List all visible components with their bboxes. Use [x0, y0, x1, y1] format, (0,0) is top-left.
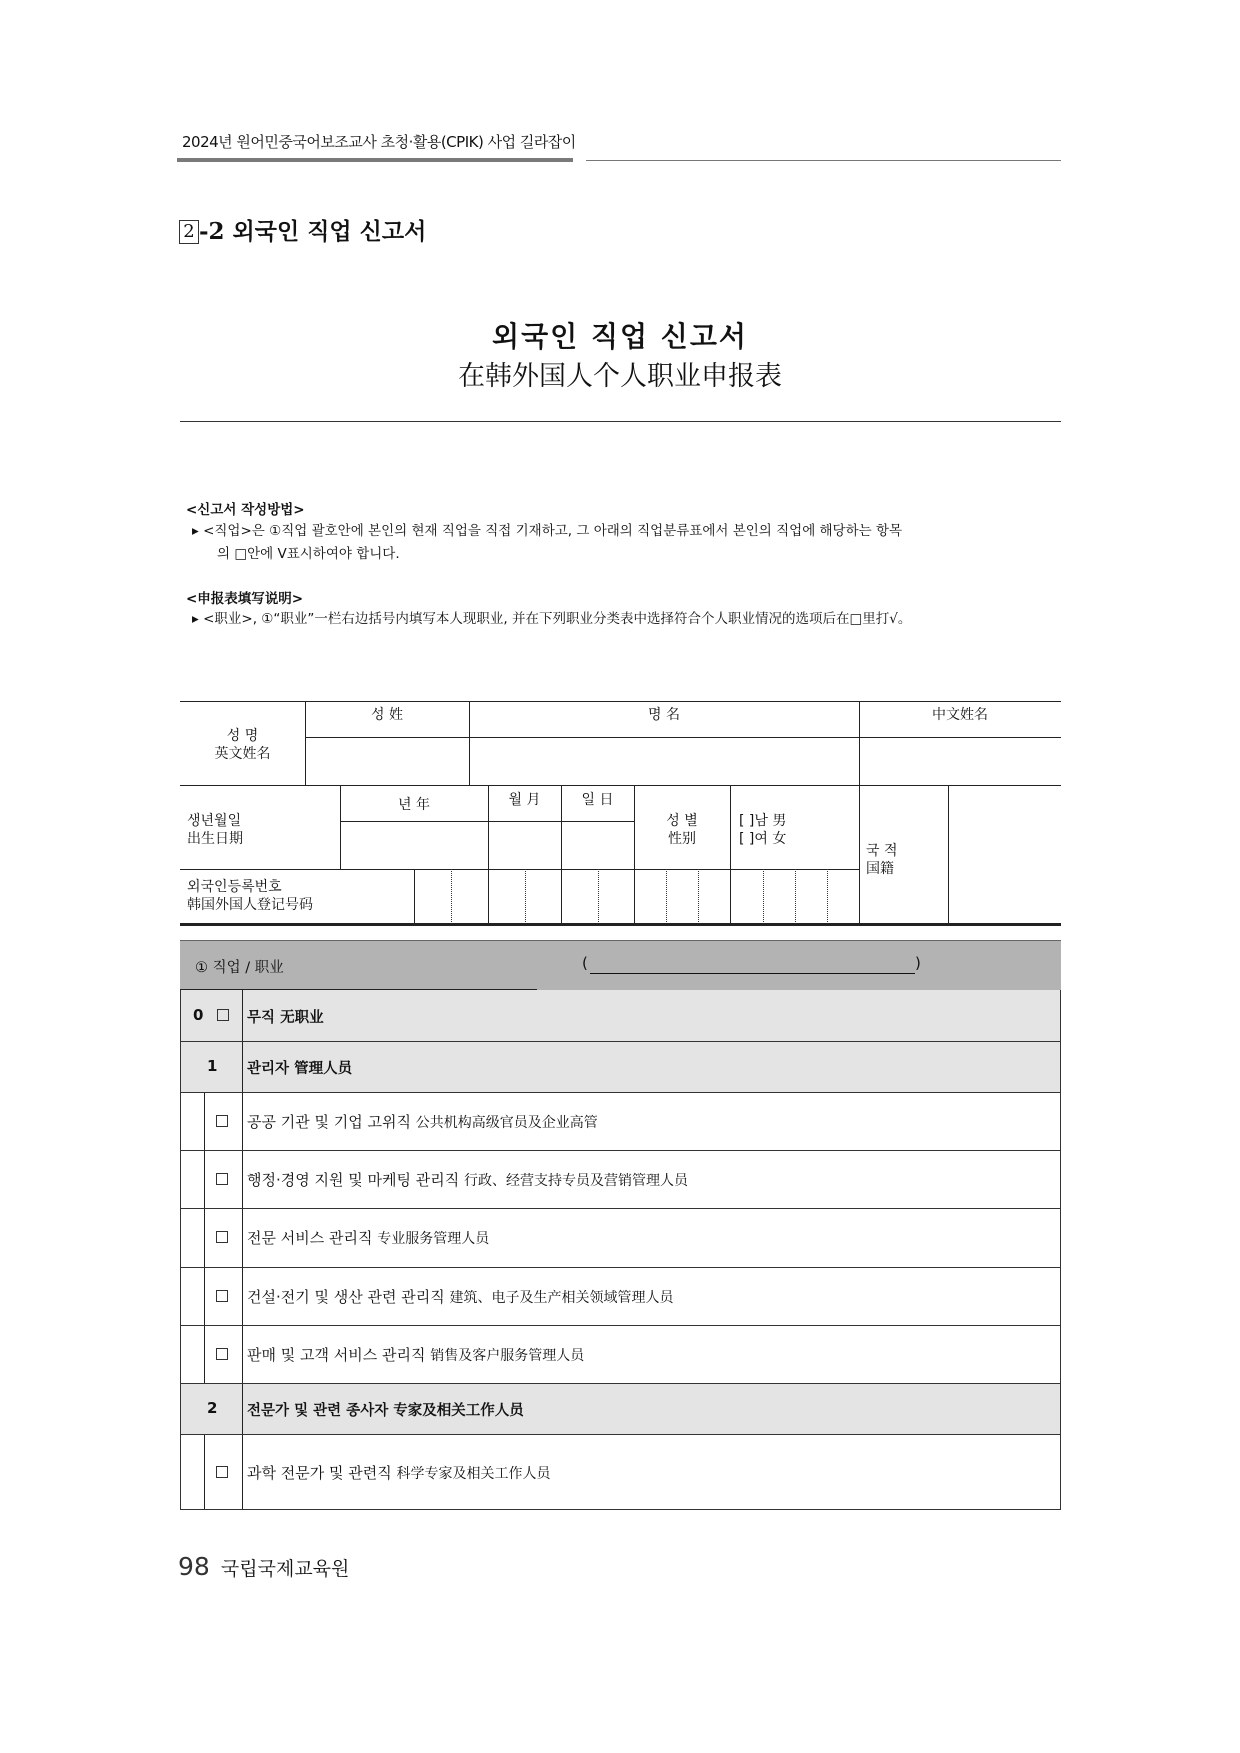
row-label-zh: 专家及相关工作人员 — [393, 1403, 524, 1419]
table-rule — [204, 1435, 205, 1509]
row-code: 2 — [207, 1399, 218, 1417]
occupation-item — [180, 1435, 1061, 1510]
table-rule — [242, 1268, 243, 1325]
row-label-ko: 관리자 — [247, 1061, 290, 1077]
checkbox[interactable] — [216, 1463, 228, 1481]
table-rule — [242, 1384, 243, 1434]
sex-options — [739, 812, 786, 848]
table-rule — [180, 785, 1061, 786]
year-label: 년 年 — [398, 797, 430, 813]
table-rule — [204, 1093, 205, 1150]
row-code: 1 — [207, 1057, 218, 1075]
checkbox[interactable] — [216, 1228, 228, 1246]
form-title-chinese: 在韩外国人个人职业申报表 — [458, 361, 782, 392]
page-footer — [178, 1552, 349, 1581]
instructions-zh-line1 — [192, 607, 911, 627]
row-label-ko: 행정·경영 지원 및 마케팅 관리직 — [247, 1171, 460, 1189]
table-rule — [859, 701, 860, 924]
form-title-korean: 외국인 직업 신고서 — [492, 320, 748, 353]
occupation-group-2 — [180, 1384, 1061, 1435]
row-label-zh: 科学专家及相关工作人员 — [396, 1466, 551, 1482]
table-rule — [242, 1209, 243, 1267]
bullet-icon: ▸ — [192, 611, 204, 627]
section-title — [179, 213, 426, 246]
surname-field[interactable] — [306, 738, 468, 784]
row-label-zh: 销售及客户服务管理人员 — [430, 1348, 585, 1364]
row-label — [247, 1462, 551, 1483]
row-label — [247, 1399, 524, 1420]
table-rule — [242, 1151, 243, 1208]
nationality-label-ko: 국 적 — [866, 843, 898, 859]
birth-label-zh: 出生日期 — [187, 831, 243, 847]
given-name-field[interactable] — [470, 738, 858, 784]
sex-label-zh: 性别 — [668, 831, 696, 847]
section-title-text: -2 외국인 직업 신고서 — [199, 218, 427, 245]
table-rule — [242, 1435, 243, 1509]
row-label-ko: 무직 — [247, 1010, 276, 1026]
nationality-label-zh: 国籍 — [866, 861, 894, 877]
registration-label-ko: 외국인등록번호 — [187, 879, 282, 895]
table-rule — [242, 990, 243, 1041]
checkbox[interactable] — [216, 1345, 228, 1363]
instructions-ko-line1 — [192, 519, 902, 539]
occupation-item — [180, 1326, 1061, 1384]
occupation-item — [180, 1151, 1061, 1209]
month-label: 월 月 — [508, 792, 541, 808]
row-label-ko: 전문 서비스 관리직 — [247, 1229, 373, 1247]
row-label-ko: 과학 전문가 및 관련직 — [247, 1464, 392, 1482]
row-label-ko: 공공 기관 및 기업 고위직 — [247, 1113, 411, 1131]
row-label-zh: 专业服务管理人员 — [377, 1231, 490, 1247]
occupation-input[interactable] — [590, 973, 915, 974]
table-rule — [242, 1093, 243, 1150]
table-rule — [180, 923, 1061, 926]
row-label — [247, 1169, 688, 1190]
table-rule — [180, 940, 1061, 941]
registration-label — [187, 878, 313, 914]
bullet-icon: ▸ — [192, 523, 204, 539]
chinese-name-label: 中文姓名 — [932, 707, 988, 723]
occupation-row-0 — [180, 990, 1061, 1042]
row-label-zh: 管理人员 — [294, 1061, 353, 1077]
checkbox[interactable] — [216, 1112, 228, 1130]
instructions-zh-heading: <申报表填写说明> — [186, 591, 304, 607]
table-rule — [204, 1268, 205, 1325]
row-label — [247, 1111, 598, 1132]
table-rule — [242, 1326, 243, 1383]
name-label — [180, 727, 305, 763]
table-rule — [204, 1209, 205, 1267]
bracket-open: ( — [582, 954, 588, 972]
chinese-name-field[interactable] — [860, 738, 1060, 784]
row-label — [247, 1057, 352, 1078]
occupation-header-label: ① 직업 / 职业 — [195, 960, 284, 976]
row-label-ko: 전문가 및 관련 종사자 — [247, 1403, 389, 1419]
nationality-field[interactable] — [949, 786, 1060, 923]
table-rule — [242, 1042, 243, 1092]
checkbox[interactable] — [216, 1287, 228, 1305]
sex-option-male[interactable]: [ ]남 男 — [739, 813, 787, 829]
instructions-zh-text: <职业>, ①“职业”一栏右边括号内填写本人现职业, 并在下列职业分类表中选择符合个人职业情况的选项后在□里打√。 — [203, 611, 912, 627]
header-rule-thin — [586, 160, 1061, 161]
birth-label — [187, 812, 243, 848]
sex-option-female[interactable]: [ ]여 女 — [739, 831, 787, 847]
running-header: 2024년 원어민중국어보조교사 초청·활용(CPIK) 사업 길라잡이 — [182, 133, 576, 151]
birth-month-field[interactable] — [489, 822, 560, 868]
page-number: 98 — [178, 1552, 210, 1581]
title-divider — [180, 421, 1061, 422]
occupation-item — [180, 1209, 1061, 1268]
checkbox[interactable] — [217, 1006, 229, 1024]
row-label-zh: 行政、经营支持专员及营销管理人员 — [464, 1173, 688, 1189]
given-name-label: 명 名 — [648, 707, 680, 723]
bracket-close: ) — [915, 954, 921, 972]
table-rule — [730, 785, 731, 869]
registration-number-field[interactable] — [415, 870, 859, 923]
table-rule — [180, 701, 1061, 702]
checkbox[interactable] — [216, 1170, 228, 1188]
row-label — [247, 1344, 584, 1365]
occupation-header — [180, 941, 1061, 990]
sex-label-ko: 성 별 — [666, 813, 698, 829]
table-rule — [204, 1326, 205, 1383]
row-label — [247, 1006, 324, 1027]
row-label — [247, 1227, 489, 1248]
birth-label-ko: 생년월일 — [187, 813, 242, 829]
header-rule-thick — [177, 158, 573, 162]
row-label-zh: 公共机构高级官员及企业高管 — [415, 1115, 598, 1131]
name-label-zh: 英文姓名 — [214, 746, 271, 762]
table-rule — [204, 1151, 205, 1208]
row-label-ko: 판매 및 고객 서비스 관리직 — [247, 1346, 426, 1364]
occupation-group-1 — [180, 1042, 1061, 1093]
nationality-label — [866, 842, 898, 878]
section-number: 2 — [179, 220, 199, 244]
name-label-ko: 성 명 — [226, 728, 259, 744]
row-label-zh: 建筑、电子及生产相关领域管理人员 — [449, 1290, 674, 1306]
instructions-ko-heading: <신고서 작성방법> — [186, 502, 305, 518]
sex-label — [634, 812, 730, 848]
surname-label: 성 姓 — [371, 707, 403, 723]
occupation-item — [180, 1093, 1061, 1151]
row-label-zh: 无职业 — [280, 1010, 324, 1026]
instructions-ko-text: <직업>은 ①직업 괄호안에 본인의 현재 직업을 직접 기재하고, 그 아래의 직업분류표에서 본인의 직업에 해당하는 항목 — [203, 523, 903, 539]
registration-label-zh: 韩国外国人登记号码 — [187, 897, 313, 913]
publisher: 국립국제교육원 — [220, 1558, 350, 1580]
occupation-item — [180, 1268, 1061, 1326]
day-label: 일 日 — [581, 792, 614, 808]
birth-year-field[interactable] — [341, 822, 487, 868]
row-label-ko: 건설·전기 및 생산 관련 관리직 — [247, 1288, 445, 1306]
birth-day-field[interactable] — [562, 822, 633, 868]
row-code: 0 — [193, 1006, 204, 1024]
row-label — [247, 1286, 674, 1307]
instructions-ko-line2: 의 □안에 V표시하여야 합니다. — [217, 546, 400, 562]
